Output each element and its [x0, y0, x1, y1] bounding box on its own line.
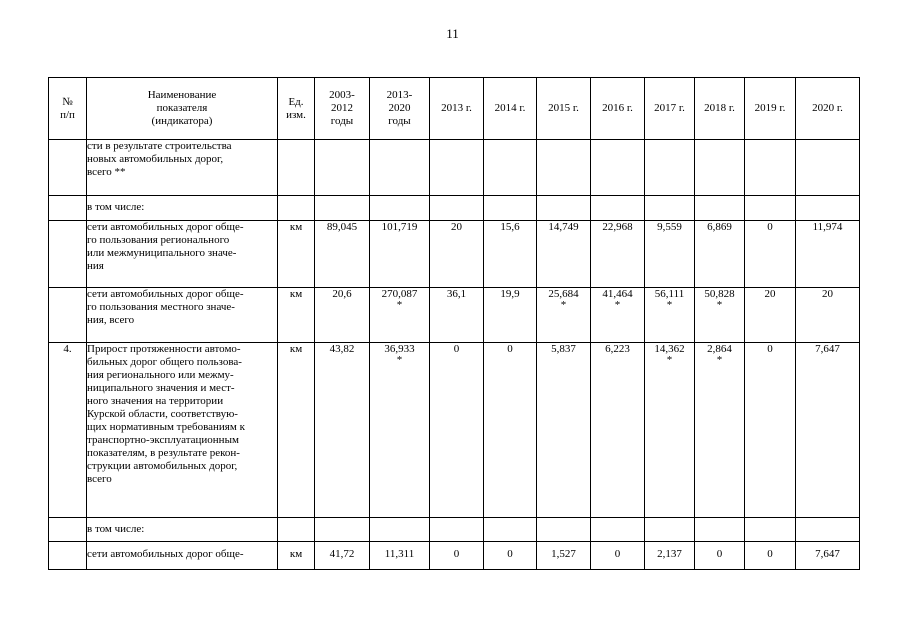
- value-cell: [370, 140, 430, 196]
- value-text: 43,82: [329, 343, 355, 355]
- value-cell: [745, 140, 796, 196]
- header-year-2013: 2013 г.: [430, 78, 484, 140]
- value-cell: [745, 542, 796, 570]
- table-row: [49, 140, 860, 196]
- value-cell: [537, 196, 591, 221]
- indicator-name-line: новых автомобильных дорог,: [87, 153, 224, 165]
- value-text: 2,864: [707, 343, 732, 355]
- value-cell: [745, 221, 796, 288]
- table-row: [49, 221, 860, 288]
- table-row: [49, 288, 860, 343]
- value-text: 2,137: [657, 548, 682, 560]
- indicator-name-cell: [87, 542, 278, 570]
- value-text: 20,6: [332, 288, 352, 300]
- value-text: 6,223: [605, 343, 630, 355]
- header-year-2019: 2019 г.: [745, 78, 796, 140]
- value-cell: [645, 196, 695, 221]
- value-text: 41,464: [602, 288, 633, 300]
- value-text: 9,559: [657, 221, 682, 233]
- value-cell: [796, 221, 860, 288]
- value-cell: [484, 542, 537, 570]
- footnote-star: *: [396, 299, 403, 311]
- header-indicator-name: Наименование показателя (индикатора): [87, 78, 278, 140]
- indicator-name-line: ния: [87, 260, 104, 272]
- value-cell: [370, 542, 430, 570]
- indicator-name-line: или межмуниципального значе-: [87, 247, 237, 259]
- value-cell: [430, 343, 484, 518]
- indicator-name-line: ния, всего: [87, 314, 135, 326]
- footnote-star: *: [716, 354, 723, 366]
- unit-cell: км: [278, 343, 315, 518]
- indicator-name-line: го пользования регионального: [87, 234, 230, 246]
- header-year-2014: 2014 г.: [484, 78, 537, 140]
- row-number-cell: [49, 542, 87, 570]
- value-cell: [484, 140, 537, 196]
- row-number-cell: 4.: [49, 343, 87, 518]
- indicator-name-line: го пользования местного значе-: [87, 301, 235, 313]
- value-text: 22,968: [602, 221, 633, 233]
- value-cell: [484, 221, 537, 288]
- indicator-name-line: всего: [87, 473, 112, 485]
- value-cell: [537, 542, 591, 570]
- value-text: 15,6: [500, 221, 520, 233]
- indicator-name-line: в том числе:: [87, 201, 145, 213]
- value-text: 7,647: [815, 343, 840, 355]
- value-cell: [315, 221, 370, 288]
- value-cell: [591, 221, 645, 288]
- value-cell: [315, 140, 370, 196]
- value-cell: [591, 542, 645, 570]
- value-text: 0: [716, 548, 723, 560]
- indicator-name-line: бильных дорог общего пользова-: [87, 356, 242, 368]
- value-cell: [645, 542, 695, 570]
- value-cell: [315, 518, 370, 542]
- indicator-name-line: ния регионального или межму-: [87, 369, 234, 381]
- indicator-name-cell: [87, 140, 278, 196]
- value-cell: [430, 221, 484, 288]
- header-year-2016: 2016 г.: [591, 78, 645, 140]
- row-number-cell: [49, 288, 87, 343]
- value-cell: [591, 343, 645, 518]
- unit-cell: [278, 140, 315, 196]
- indicator-name-line: сти в результате строительства: [87, 140, 232, 152]
- header-year-2020: 2020 г.: [796, 78, 860, 140]
- value-cell: [796, 140, 860, 196]
- indicator-name-line: щих нормативным требованиям к: [87, 421, 245, 433]
- value-cell: [745, 288, 796, 343]
- header-year-2015: 2015 г.: [537, 78, 591, 140]
- header-period-2013-2020: 2013- 2020 годы: [370, 78, 430, 140]
- value-cell: [645, 518, 695, 542]
- indicator-name-line: струкции автомобильных дорог,: [87, 460, 238, 472]
- unit-cell: [278, 196, 315, 221]
- table-row: [49, 518, 860, 542]
- value-text: 0: [767, 548, 773, 560]
- value-cell: [484, 343, 537, 518]
- value-cell: [796, 288, 860, 343]
- value-cell: [537, 518, 591, 542]
- value-text: 41,72: [329, 548, 355, 560]
- value-cell: [695, 288, 745, 343]
- value-text: 5,837: [551, 343, 576, 355]
- indicator-name-line: сети автомобильных дорог обще-: [87, 288, 244, 300]
- value-cell: [537, 221, 591, 288]
- unit-cell: км: [278, 221, 315, 288]
- table-row: [49, 196, 860, 221]
- value-cell: [695, 196, 745, 221]
- indicator-name-line: показателям, в результате рекон-: [87, 447, 240, 459]
- value-text: 20: [822, 288, 833, 300]
- value-text: 36,1: [446, 288, 467, 300]
- footnote-star: *: [716, 299, 723, 311]
- indicator-name-line: ниципального значения и мест-: [87, 382, 235, 394]
- value-cell: [591, 288, 645, 343]
- value-cell: [315, 542, 370, 570]
- value-cell: [484, 196, 537, 221]
- indicator-table: [48, 77, 860, 570]
- value-cell: [645, 288, 695, 343]
- value-text: 1,527: [551, 548, 576, 560]
- value-cell: [370, 196, 430, 221]
- indicator-name-cell: [87, 288, 278, 343]
- value-cell: [796, 343, 860, 518]
- indicator-name-line: ного значения на территории: [87, 395, 224, 407]
- table-row: [49, 542, 860, 570]
- indicator-name-line: сети автомобильных дорог обще-: [87, 221, 244, 233]
- value-text: 0: [507, 343, 513, 355]
- value-cell: [315, 196, 370, 221]
- header-year-2018: 2018 г.: [695, 78, 745, 140]
- value-cell: [645, 343, 695, 518]
- value-cell: [695, 343, 745, 518]
- value-text: 20: [451, 221, 462, 233]
- table-header-row: [49, 78, 860, 140]
- value-text: 20: [764, 288, 776, 300]
- footnote-star: *: [396, 354, 403, 366]
- unit-cell: км: [278, 288, 315, 343]
- row-number-cell: [49, 140, 87, 196]
- row-number-cell: [49, 518, 87, 542]
- footnote-star: *: [666, 354, 673, 366]
- value-cell: [315, 343, 370, 518]
- value-text: 7,647: [815, 548, 840, 560]
- value-cell: [695, 542, 745, 570]
- value-cell: [537, 343, 591, 518]
- value-cell: [430, 542, 484, 570]
- indicator-name-cell: [87, 518, 278, 542]
- value-text: 0: [507, 548, 513, 560]
- value-text: 0: [453, 343, 460, 355]
- value-cell: [591, 196, 645, 221]
- indicator-name-cell: [87, 196, 278, 221]
- value-cell: [484, 288, 537, 343]
- value-cell: [430, 518, 484, 542]
- value-cell: [537, 140, 591, 196]
- header-year-2017: 2017 г.: [645, 78, 695, 140]
- value-cell: [745, 518, 796, 542]
- value-cell: [370, 518, 430, 542]
- value-cell: [430, 288, 484, 343]
- indicator-name-line: Курской области, соответствую-: [87, 408, 238, 420]
- value-text: 0: [767, 221, 773, 233]
- value-cell: [591, 140, 645, 196]
- row-number-cell: [49, 196, 87, 221]
- value-cell: [430, 196, 484, 221]
- value-text: 19,9: [500, 288, 520, 300]
- value-text: 0: [614, 548, 621, 560]
- value-cell: [370, 288, 430, 343]
- value-text: 270,087: [381, 288, 418, 300]
- indicator-name-cell: [87, 343, 278, 518]
- indicator-name-cell: [87, 221, 278, 288]
- value-text: 11,311: [384, 548, 415, 560]
- table-row: [49, 343, 860, 518]
- value-text: 14,749: [548, 221, 579, 233]
- value-text: 89,045: [326, 221, 358, 233]
- indicator-name-line: всего **: [87, 166, 126, 178]
- value-cell: [484, 518, 537, 542]
- unit-cell: [278, 518, 315, 542]
- value-text: 11,974: [812, 221, 843, 233]
- indicator-name-line: транспортно-эксплуатационным: [87, 434, 239, 446]
- value-text: 56,111: [654, 288, 685, 300]
- value-cell: [591, 518, 645, 542]
- indicator-name-line: сети автомобильных дорог обще-: [87, 548, 244, 560]
- value-cell: [745, 343, 796, 518]
- value-text: 0: [767, 343, 773, 355]
- value-cell: [796, 542, 860, 570]
- value-cell: [370, 221, 430, 288]
- value-text: 6,869: [707, 221, 732, 233]
- value-cell: [796, 196, 860, 221]
- footnote-star: *: [666, 299, 673, 311]
- unit-cell: км: [278, 542, 315, 570]
- value-text: 14,362: [654, 343, 685, 355]
- value-cell: [537, 288, 591, 343]
- value-cell: [645, 140, 695, 196]
- value-text: 0: [453, 548, 460, 560]
- value-cell: [745, 196, 796, 221]
- indicator-name-line: в том числе:: [87, 523, 145, 535]
- value-cell: [695, 221, 745, 288]
- indicator-name-line: Прирост протяженности автомо-: [87, 343, 241, 355]
- header-number: № п/п: [49, 78, 87, 140]
- value-cell: [315, 288, 370, 343]
- value-text: 25,684: [548, 288, 579, 300]
- header-unit: Ед. изм.: [278, 78, 315, 140]
- row-number-cell: [49, 221, 87, 288]
- footnote-star: *: [614, 299, 621, 311]
- header-period-2003-2012: 2003- 2012 годы: [315, 78, 370, 140]
- page-number: 11: [446, 26, 459, 41]
- value-text: 101,719: [381, 221, 418, 233]
- value-cell: [370, 343, 430, 518]
- value-text: 50,828: [704, 288, 735, 300]
- value-cell: [695, 140, 745, 196]
- value-cell: [796, 518, 860, 542]
- value-cell: [430, 140, 484, 196]
- footnote-star: *: [560, 299, 567, 311]
- value-text: 36,933: [384, 343, 415, 355]
- value-cell: [695, 518, 745, 542]
- value-cell: [645, 221, 695, 288]
